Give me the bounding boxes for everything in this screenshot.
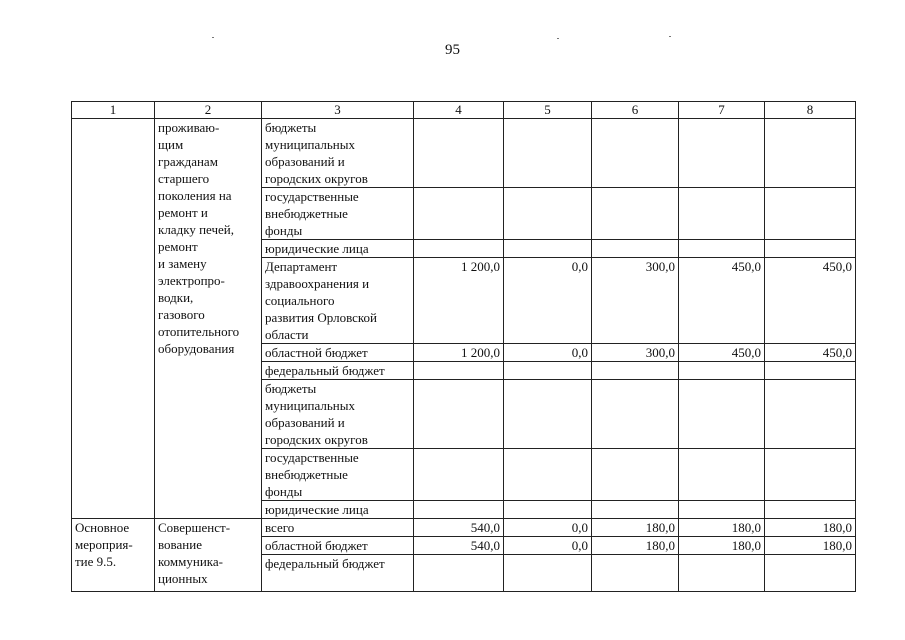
value-cell-v8 <box>765 119 856 188</box>
header-col-4: 4 <box>414 102 504 119</box>
header-col-5: 5 <box>504 102 592 119</box>
value-cell-v8 <box>765 240 856 258</box>
budget-table <box>71 101 856 592</box>
table-body <box>72 119 856 592</box>
value-cell-v8 <box>765 555 856 592</box>
value-cell-v4 <box>414 449 504 501</box>
value-cell-v7 <box>679 449 765 501</box>
value-cell-v5 <box>504 555 592 592</box>
value-cell-v6 <box>592 501 679 519</box>
value-cell-v4 <box>414 119 504 188</box>
value-cell-v4: 1 200,0 <box>414 344 504 362</box>
value-cell-v6 <box>592 362 679 380</box>
header-col-6: 6 <box>592 102 679 119</box>
header-col-1: 1 <box>72 102 155 119</box>
item-description-cell: Совершенст- вование коммуника- ционных <box>155 519 262 592</box>
value-cell-v6 <box>592 380 679 449</box>
value-cell-v7 <box>679 501 765 519</box>
value-cell-v7: 180,0 <box>679 537 765 555</box>
value-cell-v6 <box>592 240 679 258</box>
value-cell-v4: 540,0 <box>414 519 504 537</box>
value-cell-v7: 450,0 <box>679 258 765 344</box>
value-cell-v5 <box>504 119 592 188</box>
value-cell-v8 <box>765 380 856 449</box>
funding-source-cell: юридические лица <box>262 240 414 258</box>
funding-source-cell: всего <box>262 519 414 537</box>
value-cell-v4 <box>414 362 504 380</box>
scan-speck <box>212 37 214 38</box>
value-cell-v5 <box>504 380 592 449</box>
funding-source-cell: областной бюджет <box>262 344 414 362</box>
table-row <box>72 119 856 188</box>
header-col-3: 3 <box>262 102 414 119</box>
funding-source-cell: бюджеты муниципальных образований и городских округов <box>262 380 414 449</box>
value-cell-v7 <box>679 240 765 258</box>
value-cell-v6 <box>592 449 679 501</box>
header-row <box>72 102 856 119</box>
value-cell-v5: 0,0 <box>504 258 592 344</box>
value-cell-v8: 450,0 <box>765 344 856 362</box>
value-cell-v6: 180,0 <box>592 537 679 555</box>
value-cell-v7 <box>679 555 765 592</box>
value-cell-v7 <box>679 188 765 240</box>
funding-source-cell: бюджеты муниципальных образований и городских округов <box>262 119 414 188</box>
funding-source-cell: государственные внебюджетные фонды <box>262 449 414 501</box>
value-cell-v4: 540,0 <box>414 537 504 555</box>
header-col-7: 7 <box>679 102 765 119</box>
value-cell-v6 <box>592 555 679 592</box>
value-cell-v7 <box>679 380 765 449</box>
value-cell-v5: 0,0 <box>504 519 592 537</box>
value-cell-v4 <box>414 555 504 592</box>
value-cell-v6: 300,0 <box>592 344 679 362</box>
value-cell-v8 <box>765 188 856 240</box>
value-cell-v5 <box>504 449 592 501</box>
table-row <box>72 519 856 537</box>
funding-source-cell: Департамент здравоохранения и социального развития Орловской области <box>262 258 414 344</box>
item-number-cell: Основное мероприя- тие 9.5. <box>72 519 155 592</box>
value-cell-v7: 450,0 <box>679 344 765 362</box>
item-number-cell <box>72 119 155 519</box>
value-cell-v6 <box>592 188 679 240</box>
header-col-8: 8 <box>765 102 856 119</box>
value-cell-v5 <box>504 240 592 258</box>
value-cell-v8: 450,0 <box>765 258 856 344</box>
value-cell-v4 <box>414 501 504 519</box>
funding-source-cell: федеральный бюджет <box>262 362 414 380</box>
funding-source-cell: юридические лица <box>262 501 414 519</box>
value-cell-v4: 1 200,0 <box>414 258 504 344</box>
value-cell-v6: 180,0 <box>592 519 679 537</box>
value-cell-v7 <box>679 119 765 188</box>
item-description-cell: проживаю- щим гражданам старшего поколения на ремонт и кладку печей, ремонт и замену электропро- водки, газового отопительного оборудования <box>155 119 262 519</box>
page-number: 95 <box>445 42 460 58</box>
value-cell-v7: 180,0 <box>679 519 765 537</box>
value-cell-v8 <box>765 501 856 519</box>
header-col-2: 2 <box>155 102 262 119</box>
value-cell-v4 <box>414 240 504 258</box>
value-cell-v7 <box>679 362 765 380</box>
value-cell-v4 <box>414 380 504 449</box>
scan-speck <box>669 36 671 37</box>
value-cell-v8: 180,0 <box>765 537 856 555</box>
value-cell-v5 <box>504 362 592 380</box>
funding-source-cell: государственные внебюджетные фонды <box>262 188 414 240</box>
value-cell-v5: 0,0 <box>504 537 592 555</box>
funding-source-cell: федеральный бюджет <box>262 555 414 592</box>
funding-source-cell: областной бюджет <box>262 537 414 555</box>
value-cell-v5 <box>504 501 592 519</box>
value-cell-v6: 300,0 <box>592 258 679 344</box>
value-cell-v5 <box>504 188 592 240</box>
value-cell-v8 <box>765 449 856 501</box>
value-cell-v8: 180,0 <box>765 519 856 537</box>
value-cell-v8 <box>765 362 856 380</box>
scan-speck <box>557 38 559 39</box>
value-cell-v6 <box>592 119 679 188</box>
value-cell-v4 <box>414 188 504 240</box>
value-cell-v5: 0,0 <box>504 344 592 362</box>
